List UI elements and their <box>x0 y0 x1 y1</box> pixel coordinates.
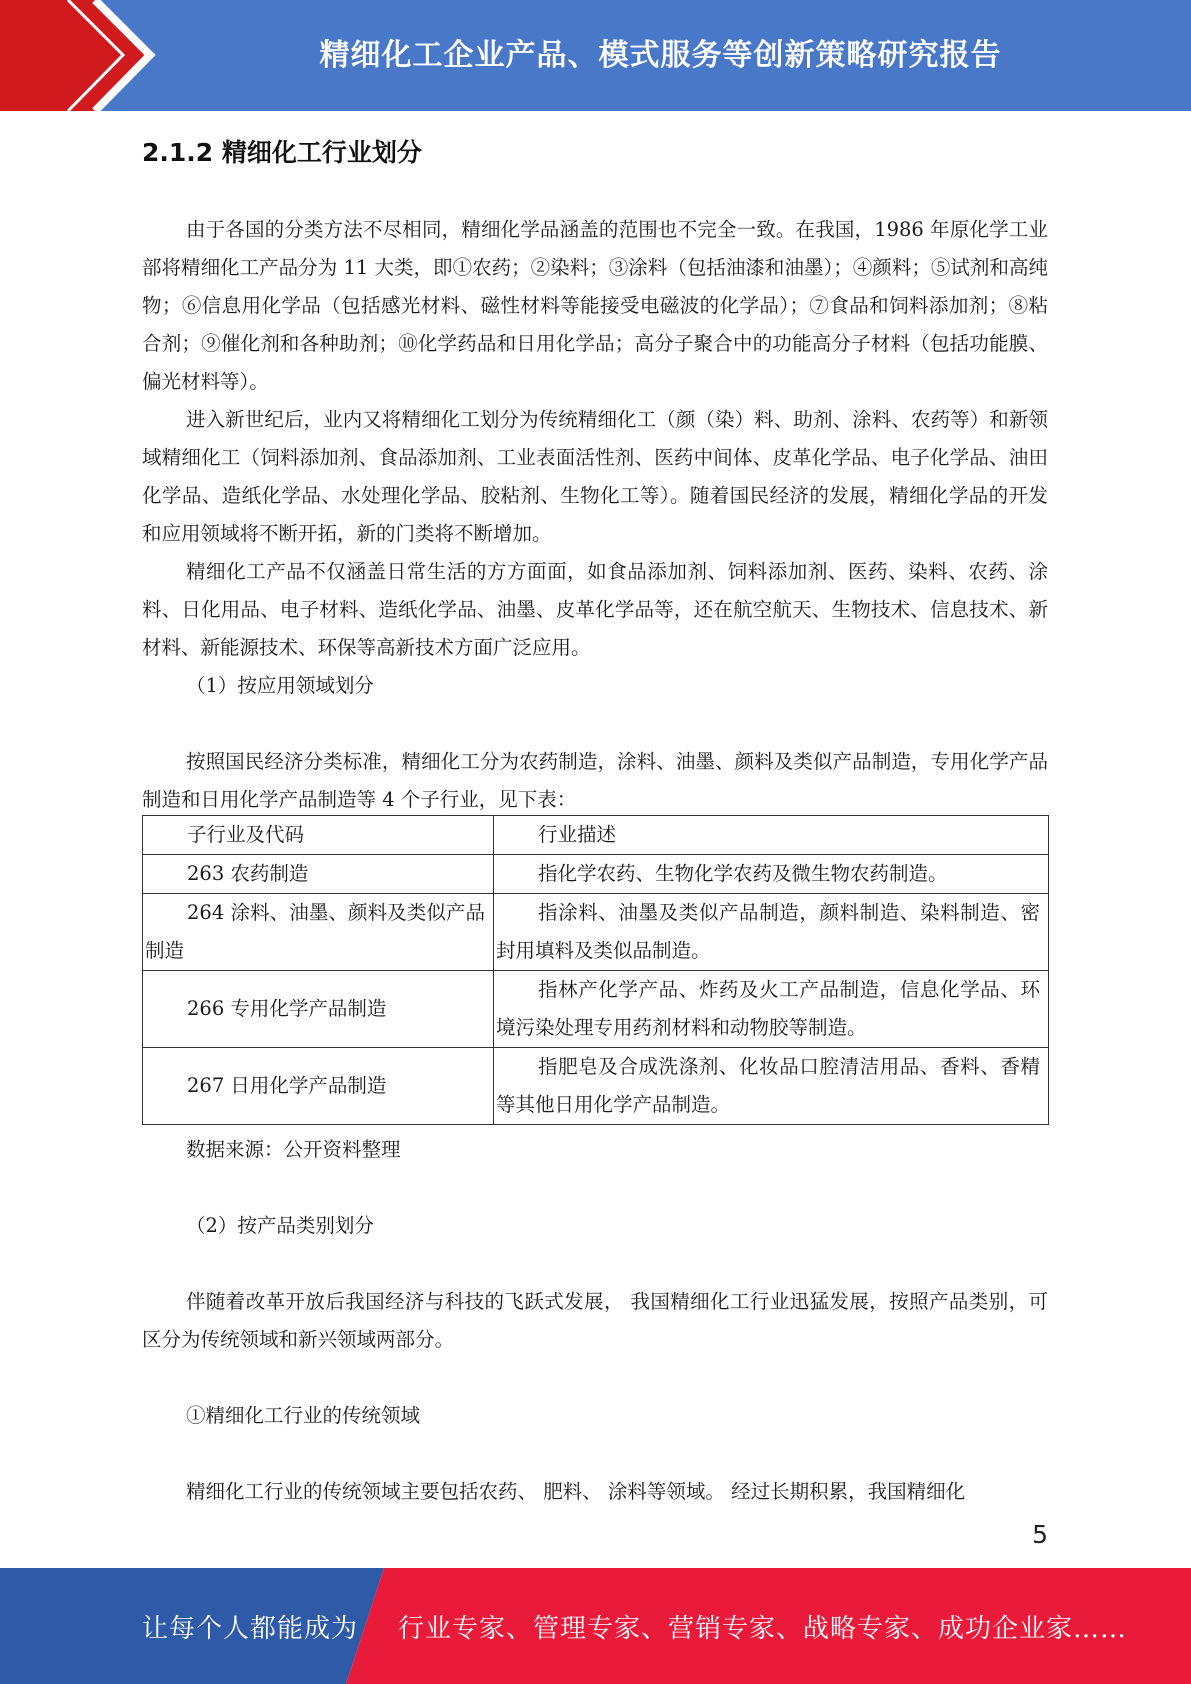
table-row <box>143 971 1049 1048</box>
table-cell: 指林产化学产品、炸药及火工产品制造，信息化学品、环境污染处理专用药剂材料和动物胶等制造。 <box>494 971 1049 1048</box>
table-row <box>143 1048 1049 1125</box>
page-number: 5 <box>1032 1520 1048 1549</box>
table-cell: 指肥皂及合成洗涤剂、化妆品口腔清洁用品、香料、香精等其他日用化学产品制造。 <box>494 1048 1049 1125</box>
table-row <box>143 894 1049 971</box>
table-row <box>143 855 1049 894</box>
table-cell: 指涂料、油墨及类似产品制造，颜料制造、染料制造、密封用填料及类似品制造。 <box>494 894 1049 971</box>
footer-slogan-right: 行业专家、管理专家、营销专家、战略专家、成功企业家…… <box>398 1614 1128 1644</box>
table-header-cell: 行业描述 <box>494 816 1049 855</box>
paragraph-new-century: 进入新世纪后，业内又将精细化工划分为传统精细化工（颜（染）料、助剂、涂料、农药等）和新领域精细化工（饲料添加剂、食品添加剂、工业表面活性剂、医药中间体、皮革化学品、电子化学品、油田化学品、造纸化学品、水处理化学品、胶粘剂、生物化工等）。随着国民经济的发展，精细化学品的开发和应用领域将不断开拓，新的门类将不断增加。 <box>142 408 1048 545</box>
footer-banner <box>0 1568 1191 1684</box>
subheading-by-product: （2）按产品类别划分 <box>186 1214 374 1237</box>
paragraph-national-standard: 按照国民经济分类标准，精细化工分为农药制造，涂料、油墨、颜料及类似产品制造，专用化学产品制造和日用化学产品制造等 4 个子行业，见下表： <box>142 750 1048 811</box>
table-cell: 264 涂料、油墨、颜料及类似产品制造 <box>143 894 494 971</box>
subheading-traditional-field: ①精细化工行业的传统领域 <box>186 1404 421 1427</box>
table-cell: 267 日用化学产品制造 <box>143 1048 494 1125</box>
paragraph-traditional-field: 精细化工行业的传统领域主要包括农药、 肥料、 涂料等领域。 经过长期积累，我国精细化 <box>186 1480 966 1503</box>
table-header-cell: 子行业及代码 <box>143 816 494 855</box>
table-cell: 指化学农药、生物化学农药及微生物农药制造。 <box>494 855 1049 894</box>
table-header-row <box>143 816 1049 855</box>
paragraph-classification: 由于各国的分类方法不尽相同，精细化学品涵盖的范围也不完全一致。在我国，1986 年原化学工业部将精细化工产品分为 11 大类，即①农药；②染料；③涂料（包括油漆和油墨）；④颜料；⑤试剂和高纯物；⑥信息用化学品（包括感光材料、磁性材料等能接受电磁波的化学品）；⑦食品和饲料添加剂；⑧粘合剂；⑨催化剂和各种助剂；⑩化学药品和日用化学品；高分子聚合中的功能高分子材料（包括功能膜、偏光材料等）。 <box>142 218 1048 393</box>
paragraph-applications: 精细化工产品不仅涵盖日常生活的方方面面，如食品添加剂、饲料添加剂、医药、染料、农药、涂料、日化用品、电子材料、造纸化学品、油墨、皮革化学品等，还在航空航天、生物技术、信息技术、新材料、新能源技术、环保等高新技术方面广泛应用。 <box>142 560 1048 659</box>
section-heading: 2.1.2 精细化工行业划分 <box>142 138 422 167</box>
report-title: 精细化工企业产品、模式服务等创新策略研究报告 <box>319 38 1002 73</box>
footer-slogan-left: 让每个人都能成为 <box>142 1614 359 1644</box>
header-banner <box>0 0 1191 111</box>
subheading-by-application: （1）按应用领域划分 <box>186 674 374 697</box>
table-cell: 266 专用化学产品制造 <box>143 971 494 1048</box>
table-cell: 263 农药制造 <box>143 855 494 894</box>
paragraph-reform: 伴随着改革开放后我国经济与科技的飞跃式发展， 我国精细化工行业迅猛发展，按照产品类别，可区分为传统领域和新兴领域两部分。 <box>142 1290 1048 1351</box>
data-source-note: 数据来源：公开资料整理 <box>186 1138 401 1161</box>
sub-industry-table <box>142 815 1049 1125</box>
